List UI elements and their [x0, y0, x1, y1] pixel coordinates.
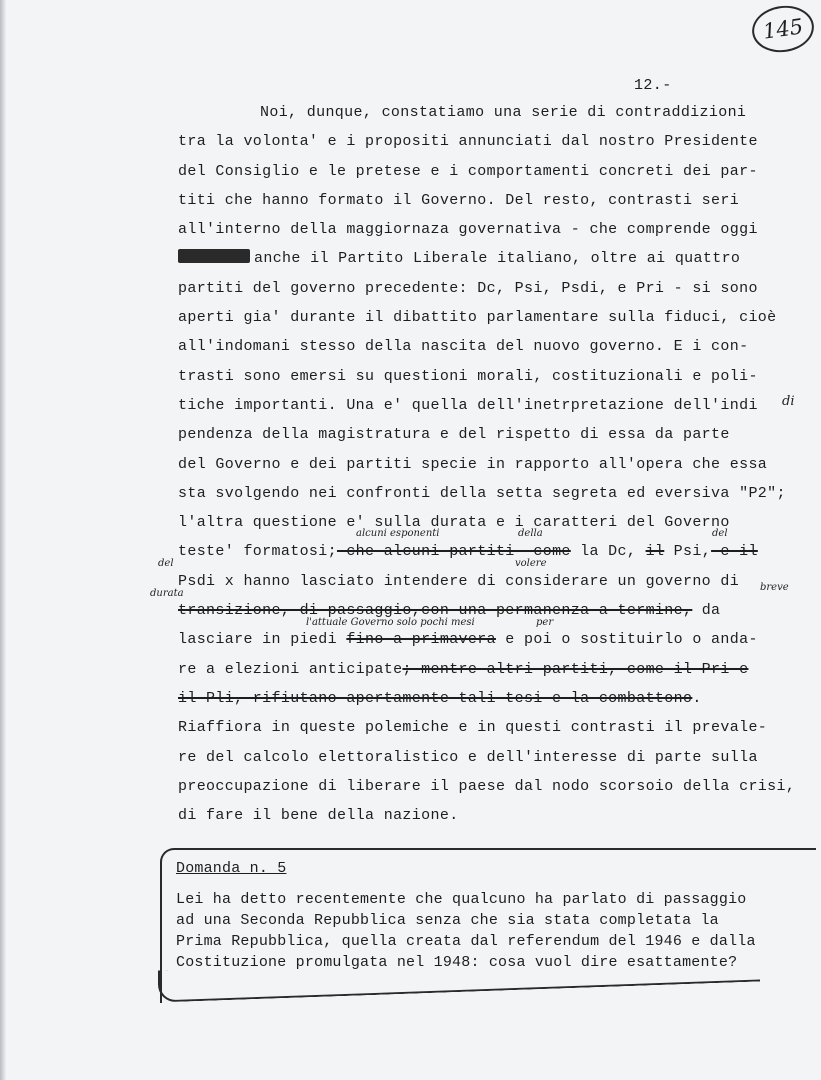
text-line: tra la volonta' e i propositi annunciati dal nostro Presidente: [178, 133, 758, 151]
text-fragment: la Dc,: [570, 543, 646, 561]
handwritten-note: breve: [760, 582, 789, 593]
text-line: del Consiglio e le pretese e i comportamenti concreti dei par-: [178, 162, 758, 180]
text-line: del Governo e dei partiti specie in rapporto all'opera che essa: [178, 455, 768, 473]
text-line: aperti gia' durante il dibattito parlamentare sulla fiduci, cioè: [178, 309, 777, 327]
struck-text: e il: [711, 543, 758, 561]
text-line: Riaffiora in queste polemiche e in questi contrasti il prevale-: [178, 719, 768, 737]
text-line: Noi, dunque, constatiamo una serie di contraddizioni: [260, 104, 747, 121]
handwritten-note: volere: [515, 558, 547, 569]
struck-text: ; mentre altri partiti, come il Pri e: [402, 660, 749, 678]
redaction-scribble: [178, 249, 250, 263]
text-line: sta svolgendo nei confronti della setta segreta ed eversiva "P2";: [178, 484, 786, 502]
text-line: [178, 537, 798, 566]
text-fragment: Psi,: [664, 543, 712, 561]
text-line: partiti del governo precedente: Dc, Psi, Psdi, e Pri - si sono: [178, 279, 758, 297]
text-line: [178, 244, 798, 273]
text-fragment: lasciare in piedi: [178, 631, 347, 649]
struck-text: il Pli, rifiutano apertamente tali tesi e la combattono: [178, 689, 693, 707]
question-line: Costituzione promulgata nel 1948: cosa vuol dire esattamente?: [176, 954, 738, 971]
text-line: preoccupazione di liberare il paese dal nodo scorsoio della crisi,: [178, 777, 796, 795]
body-text: [178, 98, 798, 830]
handwritten-note: per: [536, 617, 554, 628]
struck-text: transizione, di passaggio,con una permanenza a termine,: [178, 602, 693, 620]
handwritten-note: del: [712, 528, 728, 539]
handwritten-note: alcuni esponenti: [356, 528, 440, 539]
page-number: 12.-: [634, 77, 672, 94]
text-line: all'interno della maggiornaza governativa - che comprende oggi: [178, 221, 758, 239]
text-fragment: re a elezioni anticipate: [178, 660, 403, 678]
text-line: all'indomani stesso della nascita del nuovo governo. E i con-: [178, 338, 749, 356]
handwritten-note: di: [782, 394, 795, 409]
struck-text: il: [645, 543, 665, 561]
text-line: [178, 684, 798, 713]
text-fragment: da: [692, 602, 721, 620]
struck-text: fino a primavera: [346, 631, 496, 649]
text-line: re del calcolo elettoralistico e dell'interesse di parte sulla: [178, 748, 758, 766]
page-shadow-edge: [0, 0, 6, 1080]
question-line: ad una Seconda Repubblica senza che sia stata completata la: [176, 912, 719, 929]
text-line: [178, 625, 798, 654]
handwritten-note: durata: [150, 588, 184, 599]
text-fragment: e poi o sostituirlo o anda-: [495, 631, 758, 649]
text-fragment: .: [692, 689, 702, 707]
struck-text: che alcuni partiti -come: [336, 543, 571, 561]
text-line: tiche importanti. Una e' quella dell'inetrpretazione dell'indi: [178, 396, 758, 414]
question-title: Domanda n. 5: [176, 860, 287, 877]
text-line: l'altra questione e' sulla durata e i caratteri del Governo: [178, 514, 730, 532]
question-line: Lei ha detto recentemente che qualcuno ha parlato di passaggio: [176, 891, 747, 908]
text-fragment: teste' formatosi;: [178, 543, 337, 561]
text-line: [178, 655, 798, 684]
text-line: Psdi x hanno lasciato intendere di considerare un governo di: [178, 572, 740, 590]
text-line: di fare il bene della nazione.: [178, 807, 459, 825]
handwritten-note: della: [518, 528, 543, 539]
text-line: titi che hanno formato il Governo. Del resto, contrasti seri: [178, 191, 740, 209]
question-line: Prima Repubblica, quella creata dal referendum del 1946 e dalla: [176, 933, 756, 950]
text-line: [178, 596, 798, 625]
text-line: trasti sono emersi su questioni morali, costituzionali e poli-: [178, 367, 758, 385]
text-line: pendenza della magistratura e del rispetto di essa da parte: [178, 426, 730, 444]
handwritten-note: l'attuale Governo solo pochi mesi: [306, 617, 475, 628]
text-fragment: anche il Partito Liberale italiano, oltre ai quattro: [254, 250, 741, 268]
page-stamp: 145: [749, 2, 817, 56]
handwritten-note: del: [158, 558, 174, 569]
